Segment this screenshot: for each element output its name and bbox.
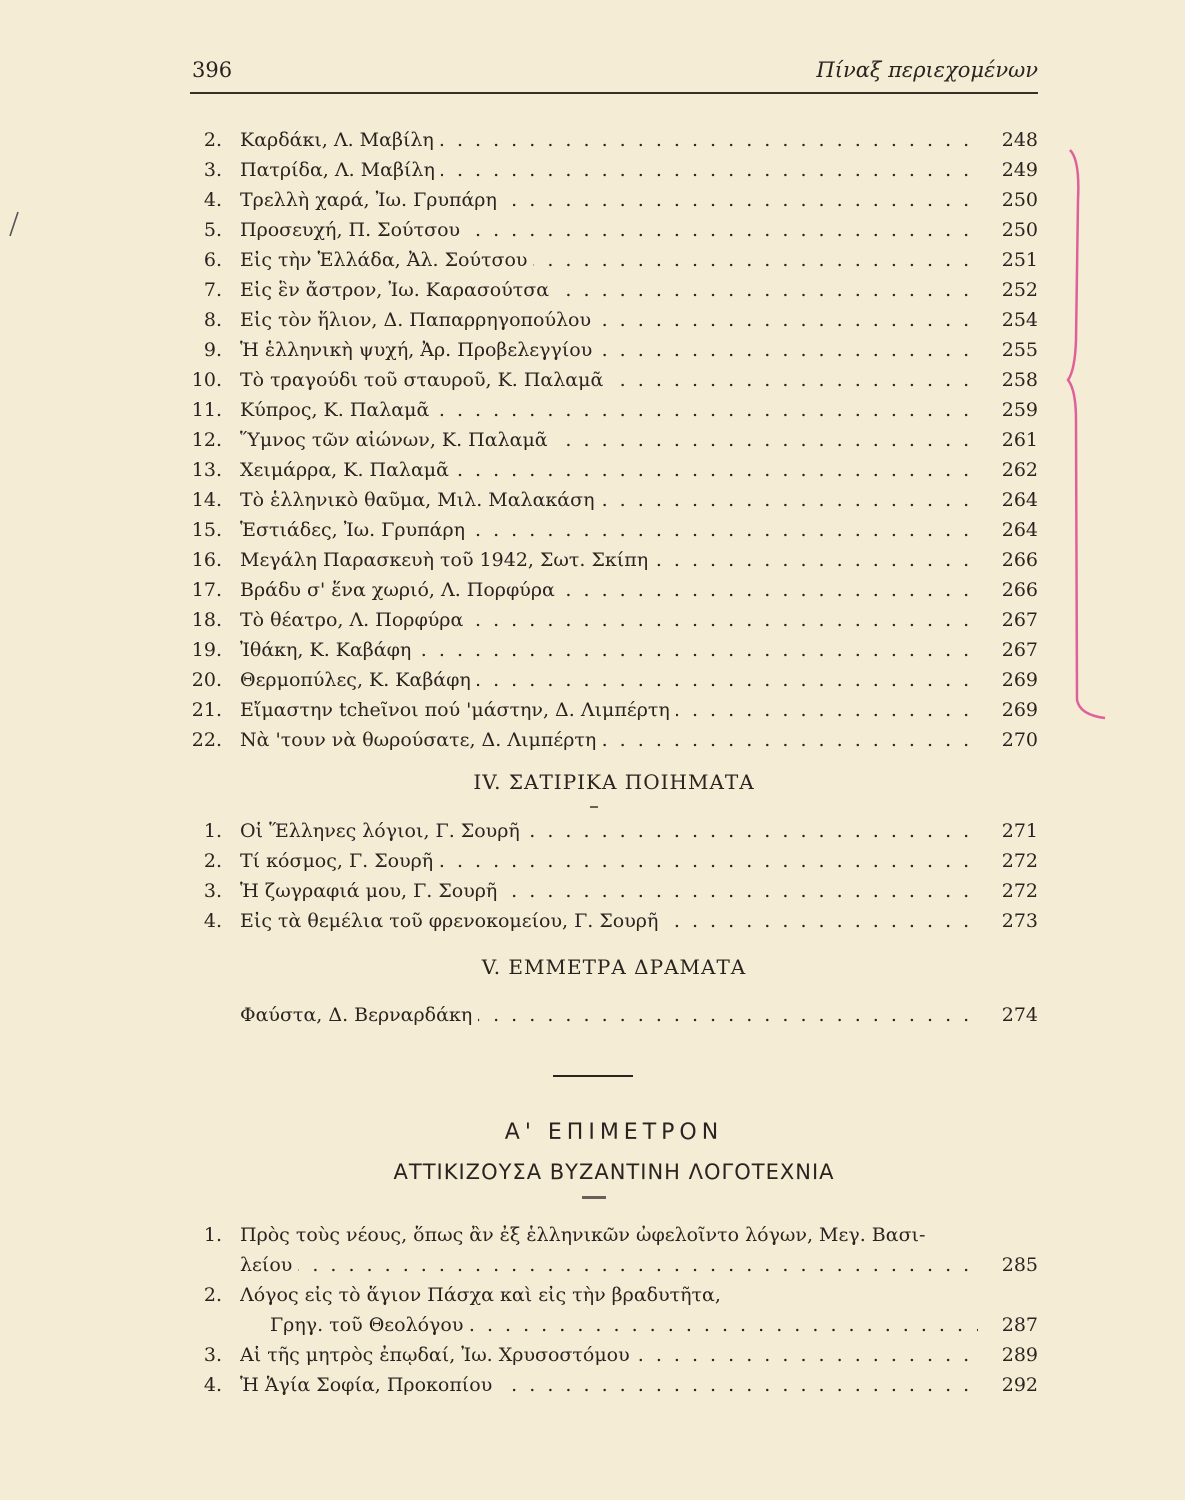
toc-section-3 xyxy=(190,125,1038,755)
pink-bracket-annotation xyxy=(1050,140,1110,730)
entry-number: 12. xyxy=(191,429,222,451)
entry-title: Εἰς τὸν ἥλιον, Δ. Παπαρρηγοπούλου xyxy=(240,309,597,331)
entry-number: 19. xyxy=(191,639,222,661)
entry-number: 5. xyxy=(203,219,222,241)
entry-title: Τί κόσμος, Γ. Σουρῆ xyxy=(240,850,439,872)
appendix-heading: Α' ΕΠΙΜΕΤΡΟΝ xyxy=(504,1120,724,1145)
entry-title: Τρελλὴ χαρά, Ἰω. Γρυπάρη xyxy=(240,189,503,211)
toc-entry xyxy=(190,515,1038,545)
page-ref: 266 xyxy=(1001,579,1038,601)
entry-title: Ἑστιάδες, Ἰω. Γρυπάρη xyxy=(240,519,471,541)
entry-number: 20. xyxy=(191,669,222,691)
entry-title: Εἰς ἓν ἄστρον, Ἰω. Καρασούτσα xyxy=(240,279,555,301)
entry-number: 2. xyxy=(203,850,222,872)
entry-title: Εἴμαστην tcheῖνοι πού 'μάστην, Δ. Λιμπέρτη xyxy=(240,699,676,721)
entry-number: 11. xyxy=(191,399,222,421)
toc-entry xyxy=(190,335,1038,365)
toc-entry: 1. Πρὸς τοὺς νέους, ὅπως ἂν ἐξ ἑλληνικῶν ὠφελοῖντο λόγων, Μεγ. Βασι- xyxy=(190,1220,1038,1250)
entry-number: 14. xyxy=(191,489,222,511)
entry-title: Θερμοπύλες, Κ. Καβάφη xyxy=(240,669,477,691)
toc-entry xyxy=(190,1000,1038,1030)
entry-number: 10. xyxy=(191,369,222,391)
toc-entry xyxy=(190,485,1038,515)
page-ref: 248 xyxy=(1001,129,1038,151)
toc-entry xyxy=(190,425,1038,455)
toc-entry xyxy=(190,695,1038,725)
entry-number: 8. xyxy=(203,309,222,331)
page-ref: 264 xyxy=(1001,519,1038,541)
toc-entry xyxy=(190,125,1038,155)
page-ref: 250 xyxy=(1001,189,1038,211)
page-ref: 264 xyxy=(1001,489,1038,511)
entry-number: 1. xyxy=(203,820,222,842)
entry-title: Ἡ ἑλληνικὴ ψυχή, Ἀρ. Προβελεγγίου xyxy=(240,339,598,361)
page-ref: 249 xyxy=(1001,159,1038,181)
entry-number: 4. xyxy=(203,910,222,932)
entry-title: Μεγάλη Παρασκευὴ τοῦ 1942, Σωτ. Σκίπη xyxy=(240,549,654,571)
entry-title: Φαύστα, Δ. Βερναρδάκη xyxy=(240,1004,478,1026)
toc-entry xyxy=(190,395,1038,425)
entry-number: 6. xyxy=(203,249,222,271)
page-ref: 273 xyxy=(1001,910,1038,932)
toc-section-5 xyxy=(190,1000,1038,1030)
page-ref: 270 xyxy=(1001,729,1038,751)
pencil-mark-icon xyxy=(4,210,24,240)
page-ref: 272 xyxy=(1001,880,1038,902)
running-title: Πίναξ περιεχομένων xyxy=(816,58,1038,82)
toc-entry-continuation: Γρηγ. τοῦ Θεολόγου . . . 287 xyxy=(190,1310,1038,1340)
heading-ornament xyxy=(590,806,598,808)
page-ref: 251 xyxy=(1001,249,1038,271)
toc-entry: 2. Λόγος εἰς τὸ ἅγιον Πάσχα καὶ εἰς τὴν βραδυτῆτα, xyxy=(190,1280,1038,1310)
page-ref: 255 xyxy=(1001,339,1038,361)
entry-title: Προσευχή, Π. Σούτσου xyxy=(240,219,466,241)
toc-entry-continuation: λείου . . . 285 xyxy=(190,1250,1038,1280)
heading-ornament xyxy=(582,1196,606,1199)
entry-number: 21. xyxy=(191,699,222,721)
page-ref: 292 xyxy=(1001,1374,1038,1396)
page-header xyxy=(190,52,1038,94)
entry-number: 22. xyxy=(191,729,222,751)
entry-number: 18. xyxy=(191,609,222,631)
page-ref: 269 xyxy=(1001,699,1038,721)
toc-entry xyxy=(190,185,1038,215)
entry-title: Τὸ θέατρο, Λ. Πορφύρα xyxy=(240,609,469,631)
toc-entry xyxy=(190,155,1038,185)
section-divider xyxy=(553,1075,633,1077)
toc-entry xyxy=(190,605,1038,635)
page-ref: 274 xyxy=(1001,1004,1038,1026)
page-ref: 267 xyxy=(1001,609,1038,631)
page-ref: 272 xyxy=(1001,850,1038,872)
entry-title: Ἡ ζωγραφιά μου, Γ. Σουρῆ xyxy=(240,880,503,902)
entry-number: 4. xyxy=(203,189,222,211)
entry-title: Καρδάκι, Λ. Μαβίλη xyxy=(240,129,440,151)
page-ref: 285 xyxy=(1001,1254,1038,1276)
entry-title: Βράδυ σ' ἕνα χωριό, Λ. Πορφύρα xyxy=(240,579,561,601)
entry-title: Κύπρος, Κ. Παλαμᾶ xyxy=(240,399,435,421)
entry-number: 15. xyxy=(191,519,222,541)
toc-entry xyxy=(190,665,1038,695)
page-ref: 252 xyxy=(1001,279,1038,301)
page-ref: 271 xyxy=(1001,820,1038,842)
entry-number: 3. xyxy=(203,880,222,902)
page-ref: 261 xyxy=(1001,429,1038,451)
entry-title: Εἰς τὰ θεμέλια τοῦ φρενοκομείου, Γ. Σουρῆ xyxy=(240,910,664,932)
toc-entry xyxy=(190,906,1038,936)
toc-appendix xyxy=(190,1220,1038,1400)
entry-title: Οἱ Ἕλληνες λόγιοι, Γ. Σουρῆ xyxy=(240,820,526,842)
page-ref: 258 xyxy=(1001,369,1038,391)
appendix-subheading: ΑΤΤΙΚΙΖΟΥΣΑ ΒΥΖΑΝΤΙΝΗ ΛΟΓΟΤΕΧΝΙΑ xyxy=(393,1160,835,1184)
entry-number: 9. xyxy=(203,339,222,361)
toc-entry: 3. Αἱ τῆς μητρὸς ἐπῳδαί, Ἰω. Χρυσοστόμου . . . 289 xyxy=(190,1340,1038,1370)
toc-section-4 xyxy=(190,816,1038,936)
entry-title: Τὸ ἑλληνικὸ θαῦμα, Μιλ. Μαλακάση xyxy=(240,489,601,511)
entry-title: Τὸ τραγούδι τοῦ σταυροῦ, Κ. Παλαμᾶ xyxy=(240,369,609,391)
toc-entry xyxy=(190,816,1038,846)
toc-entry xyxy=(190,215,1038,245)
section-heading-satirical: IV. ΣΑΤΙΡΙΚΑ ΠΟΙΗΜΑΤΑ xyxy=(473,770,755,794)
page-ref: 289 xyxy=(1001,1344,1038,1366)
entry-number: 7. xyxy=(203,279,222,301)
entry-title: Νὰ 'τουν νὰ θωρούσατε, Δ. Λιμπέρτη xyxy=(240,729,602,751)
page-number: 396 xyxy=(192,58,233,82)
toc-entry xyxy=(190,635,1038,665)
toc-entry xyxy=(190,725,1038,755)
page-ref: 259 xyxy=(1001,399,1038,421)
toc-entry xyxy=(190,305,1038,335)
page-ref: 262 xyxy=(1001,459,1038,481)
entry-title: Πατρίδα, Λ. Μαβίλη xyxy=(240,159,441,181)
page-ref: 266 xyxy=(1001,549,1038,571)
entry-number: 3. xyxy=(203,159,222,181)
toc-entry: 4. Ἡ Ἁγία Σοφία, Προκοπίου . . . 292 xyxy=(190,1370,1038,1400)
section-heading-drama: V. ΕΜΜΕΤΡΑ ΔΡΑΜΑΤΑ xyxy=(481,955,747,979)
page-ref: 254 xyxy=(1001,309,1038,331)
page-ref: 269 xyxy=(1001,669,1038,691)
page-ref: 287 xyxy=(1001,1314,1038,1336)
toc-entry xyxy=(190,245,1038,275)
toc-entry xyxy=(190,545,1038,575)
toc-entry xyxy=(190,365,1038,395)
entry-number: 17. xyxy=(191,579,222,601)
page-ref: 267 xyxy=(1001,639,1038,661)
toc-entry xyxy=(190,846,1038,876)
toc-entry xyxy=(190,275,1038,305)
toc-entry xyxy=(190,455,1038,485)
entry-title: Εἰς τὴν Ἑλλάδα, Ἀλ. Σούτσου xyxy=(240,249,533,271)
entry-number: 16. xyxy=(191,549,222,571)
entry-title: Ἰθάκη, Κ. Καβάφη xyxy=(240,639,417,661)
entry-number: 2. xyxy=(203,129,222,151)
page-ref: 250 xyxy=(1001,219,1038,241)
toc-entry xyxy=(190,575,1038,605)
toc-entry xyxy=(190,876,1038,906)
entry-number: 13. xyxy=(191,459,222,481)
entry-title: Ὕμνος τῶν αἰώνων, Κ. Παλαμᾶ xyxy=(240,429,554,451)
entry-title: Χειμάρρα, Κ. Παλαμᾶ xyxy=(240,459,455,481)
